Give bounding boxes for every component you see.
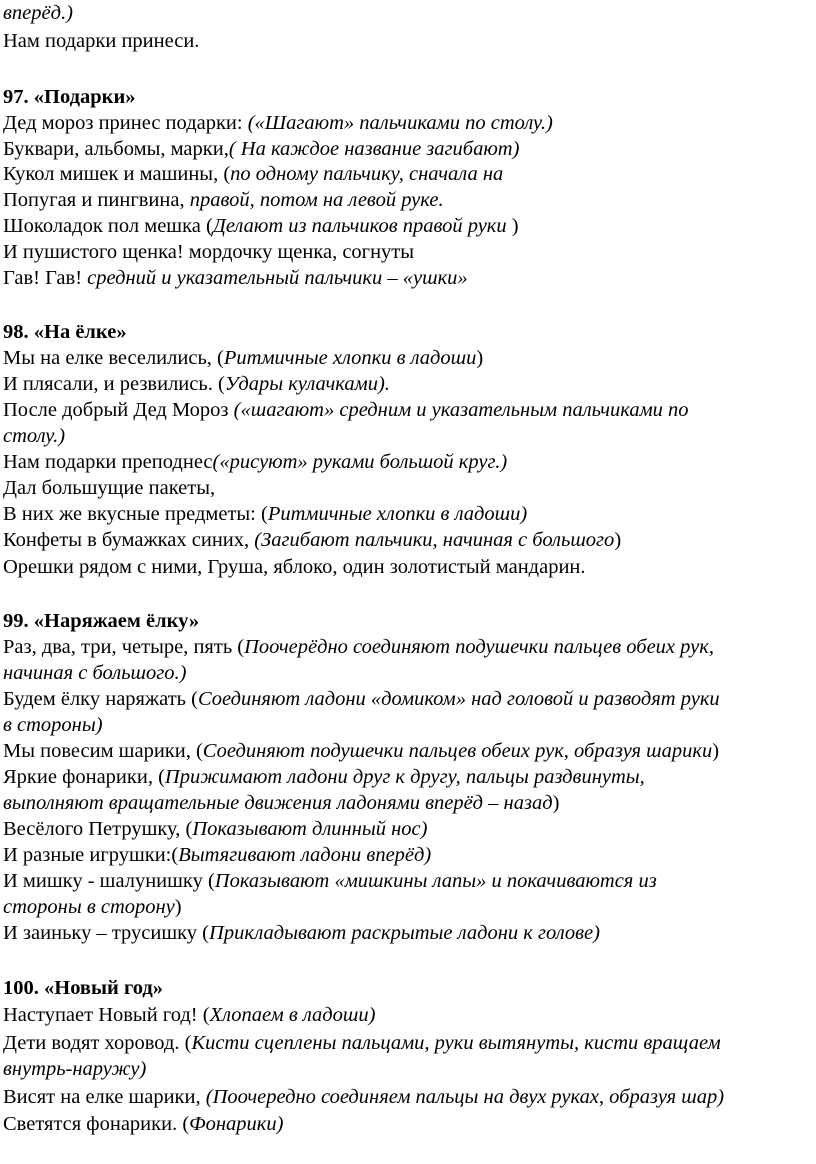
text-line: И заиньку – трусишку (Прикладывают раскрытые ладони к голове) xyxy=(3,922,600,944)
text-line: Весёлого Петрушку, (Показывают длинный нос) xyxy=(3,818,428,840)
text-line: Дал большущие пакеты, xyxy=(3,477,216,499)
section-heading: 98. «На ёлке» xyxy=(3,321,127,343)
section-heading: 100. «Новый год» xyxy=(3,977,164,999)
text-line: И пушистого щенка! мордочку щенка, согнуты xyxy=(3,241,415,263)
text-line: Наступает Новый год! (Хлопаем в ладоши) xyxy=(3,1004,376,1026)
text-line: Шоколадок пол мешка (Делают из пальчиков правой руки ) xyxy=(3,215,519,237)
text-line: Попугая и пингвина, правой, потом на левой руке. xyxy=(3,189,444,211)
text-line: Висят на елке шарики, (Поочередно соединяем пальцы на двух руках, образуя шар) xyxy=(3,1086,725,1108)
section-heading: 99. «Наряжаем ёлку» xyxy=(3,610,200,632)
italic-text: вперёд.) xyxy=(3,2,73,24)
text-line: стороны в сторону) xyxy=(3,896,182,918)
section-heading: 97. «Подарки» xyxy=(3,86,136,108)
text-line: Нам подарки принеси. xyxy=(3,30,200,52)
text-line: Конфеты в бумажках синих, (Загибают пальчики, начиная с большого) xyxy=(3,529,622,551)
text-line: После добрый Дед Мороз («шагают» средним и указательным пальчиками по xyxy=(3,399,689,421)
text-line: Дед мороз принес подарки: («Шагают» пальчиками по столу.) xyxy=(3,112,553,134)
text-line: внутрь-наружу) xyxy=(3,1058,147,1080)
text-line: Нам подарки преподнес(«рисуют» руками большой круг.) xyxy=(3,451,508,473)
text-line: выполняют вращательные движения ладонями вперёд – назад) xyxy=(3,792,560,814)
text-line xyxy=(3,0,73,26)
text-line: Будем ёлку наряжать (Соединяют ладони «домиком» над головой и разводят руки xyxy=(3,688,720,710)
text-line: И разные игрушки:(Вытягивают ладони вперёд) xyxy=(3,844,432,866)
text-line: В них же вкусные предметы: (Ритмичные хлопки в ладоши) xyxy=(3,503,528,525)
text-line: Дети водят хоровод. (Кисти сцеплены пальцами, руки вытянуты, кисти вращаем xyxy=(3,1032,721,1054)
text-line: Мы на елке веселились, (Ритмичные хлопки в ладоши) xyxy=(3,347,484,369)
text-line: Орешки рядом с ними, Груша, яблоко, один золотистый мандарин. xyxy=(3,556,586,578)
text-line: столу.) xyxy=(3,425,66,447)
text-line: Кукол мишек и машины, (по одному пальчику, сначала на xyxy=(3,163,504,185)
text-line: Раз, два, три, четыре, пять (Поочерёдно соединяют подушечки пальцев обеих рук, xyxy=(3,636,714,658)
text-line: И плясали, и резвились. (Удары кулачками). xyxy=(3,373,390,395)
text-line: И мишку - шалунишку (Показывают «мишкины лапы» и покачиваются из xyxy=(3,870,657,892)
text-line: начиная с большого.) xyxy=(3,662,187,684)
text-line: Светятся фонарики. (Фонарики) xyxy=(3,1113,284,1135)
text-line: Буквари, альбомы, марки,( На каждое название загибают) xyxy=(3,138,520,160)
text-line: Гав! Гав! средний и указательный пальчики – «ушки» xyxy=(3,267,468,289)
text-line: в стороны) xyxy=(3,714,103,736)
text-line: Мы повесим шарики, (Соединяют подушечки пальцев обеих рук, образуя шарики) xyxy=(3,740,720,762)
text-line: Яркие фонарики, (Прижимают ладони друг к другу, пальцы раздвинуты, xyxy=(3,766,645,788)
